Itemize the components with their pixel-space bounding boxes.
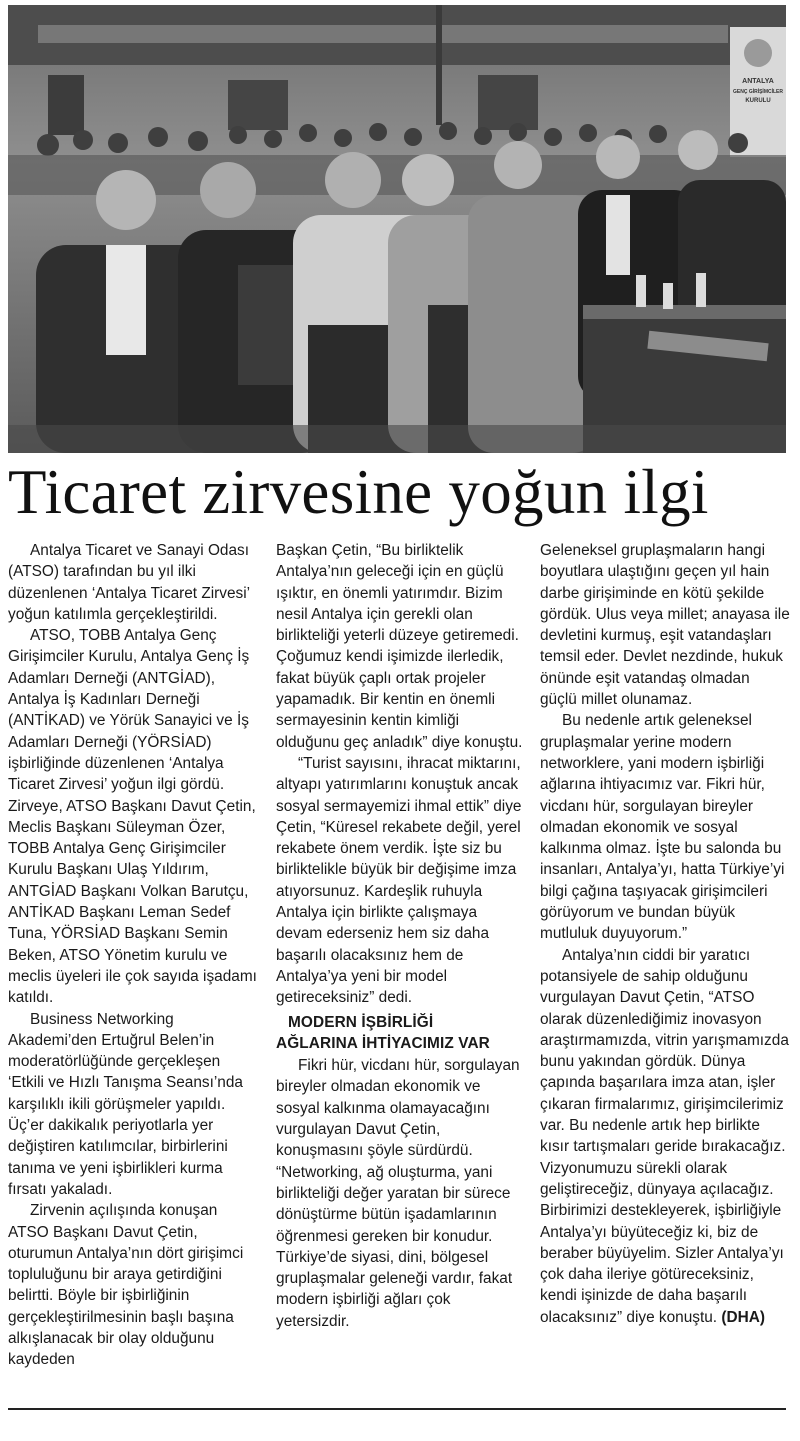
article-column-2 xyxy=(276,540,526,1332)
paragraph: Bu nedenle artık geleneksel gruplaşmalar yerine modern networklere, yani modern işbirliği ağlarına ihtiyacımız var. Fikri hür, vicdanı hür, sorgulayan bireyler olmadan ekonomik ve sosyal kalkınma olmaz. İşte bu salonda bu insanları, Antalya’yı, hatta Türkiye’yi bilgi çağına taşıyacak girişimcileri görüyorum ve bundan büyük mutluluk duyuyorum.” xyxy=(540,712,785,943)
paragraph-with-credit xyxy=(540,945,790,1328)
paragraph: ATSO, TOBB Antalya Genç Girişimciler Kurulu, Antalya Genç İş Adamları Derneği (ANTGİAD), Antalya İş Kadınları Derneği (ANTİKAD) ve Yörük Sanayici ve İş Adamları Derneği (YÖRSİAD) işbirliğinde düzenlenen ‘Antalya Ticaret Zirvesi’ yoğun ilgi gördü. Zirveye, ATSO Başkanı Davut Çetin, Meclis Başkanı Süleyman Özer, TOBB Antalya Genç Girişimciler Kurulu Başkanı Ulaş Yıldırım, ANTGİAD Başkanı Volkan Barutçu, ANTİKAD Başkanı Leman Sedef Tuna, YÖRSİAD Başkanı Semin Beken, ATSO Yönetim kurulu ve meclis üyeleri ile çok sayıda işadamı katıldı. xyxy=(8,627,257,1007)
paragraph: Geleneksel gruplaşmaların hangi boyutlara ulaştığını geçen yıl hain darbe girişiminde en kötü şekilde gördük. Ulus veya millet; anayasa ile devletini kurmuş, eşit vatandaşları temsil eder. Devlet nezdinde, hukuk önünde eşit vatandaş olmadan güçlü millet olunamaz. xyxy=(540,542,790,709)
article-column-3 xyxy=(540,540,790,1328)
bottom-rule xyxy=(8,1408,786,1410)
paragraph: Zirvenin açılışında konuşan ATSO Başkanı Davut Çetin, oturumun Antalya’nın dört girişimci topluluğunu bir araya getirdiğini belirtti. Böyle bir işbirliğinin gerçekleştirilmesinin başlı başına alkışlanacak bir olay olduğunu kaydeden xyxy=(8,1202,244,1369)
banner-line-2: GENÇ GİRİŞİMCİLER xyxy=(732,89,784,95)
paragraph: Fikri hür, vicdanı hür, sorgulayan bireyler olmadan ekonomik ve sosyal kalkınma olamayacağını vurgulayan Davut Çetin, konuşmasını şöyle sürdürdü. “Networking, ağ oluşturma, yani birlikteliği değer yaratan bir sürece dönüştürme bütün işadamlarının öğrenmesi gereken bir konudur. Türkiye’de siyasi, dini, bölgesel gruplaşmalar geleneği vardır, fakat modern işbirliği ağları çok yetersizdir. xyxy=(276,1057,520,1330)
paragraph: Antalya’nın ciddi bir yaratıcı potansiyele de sahip olduğunu vurgulayan Davut Çetin, “ATSO olarak düzenlediğimiz inovasyon araştırmamızda, vitrin yarışmamızda bunu yakından gördük. Dünya çapında başarılara imza atan, işler çıkaran firmalarımız, girişimcilerimiz var. Bu nedenle artık hep birlikte kısır tartışmaları geride bırakacağız. Vizyonumuzu sürekli olarak geliştireceğiz, dünyaya açılacağız. Birbirimizi destekleyerek, işbirliğiyle Antalya’yı büyüteceğiz ki, biz de beraber büyüyelim. Sizler Antalya’yı çok daha ileriye götüreceksiniz, kendi işinizde de daha başarılı olacaksınız” diye konuştu. xyxy=(540,946,789,1326)
paragraph: “Turist sayısını, ihracat miktarını, altyapı yatırımlarını konuştuk ancak sosyal sermayemizi ihmal ettik” diye Çetin, “Küresel rekabete değil, yerel rekabete önem verdik. İşte siz bu birliktelikle büyük bir değişime imza atıyorsunuz. Kardeşlik ruhuyla Antalya için birlikte çalışmaya devam ederseniz hem siz daha başarılı olacaksınız hem de Antalya’ya yeni bir model getireceksiniz” dedi. xyxy=(276,754,522,1007)
paragraph: Business Networking Akademi’den Ertuğrul Belen’in moderatörlüğünde gerçekleşen ‘Etkili ve Hızlı Tanışma Seansı’nda karşılıklı ikili görüşmeler yapıldı. Üç’er dakikalık periyotlarla yer değiştiren katılımcılar, birbirlerini tanıma ve yeni işbirlikleri kurma fırsatı yakaladı. xyxy=(8,1010,243,1198)
subhead-line-2: AĞLARINA İHTİYACIMIZ VAR xyxy=(276,1034,490,1052)
headline: Ticaret zirvesine yoğun ilgi xyxy=(8,457,709,527)
paragraph: Antalya Ticaret ve Sanayi Odası (ATSO) tarafından bu yıl ilki düzenlenen ‘Antalya Ticaret Zirvesi’ yoğun katılımla gerçekleştirildi. xyxy=(8,542,250,623)
banner-line-3: KURULU xyxy=(745,98,771,104)
paragraph: Başkan Çetin, “Bu birliktelik Antalya’nın geleceği için en güçlü ışıktır, en önemli yatırımdır. Bizim nesil Antalya için gerekli olan birlikteliği yeterli düzeye getiremedi. Çoğumuz kendi işimizde ilerledik, fakat büyük çaplı ortak projeler yapamadık. Bir kentin en önemli sermayesinin kentin kimliği olduğunu geç anladık” diye konuştu. xyxy=(276,542,523,751)
conference-audience-photo xyxy=(8,5,786,453)
audience-illustration xyxy=(8,5,786,453)
news-agency-credit: (DHA) xyxy=(721,1308,765,1326)
section-subhead xyxy=(276,1012,526,1055)
article-column-1 xyxy=(8,540,258,1371)
subhead-line-1: MODERN İŞBİRLİĞİ xyxy=(288,1013,434,1031)
banner-line-1: ANTALYA xyxy=(742,78,774,85)
